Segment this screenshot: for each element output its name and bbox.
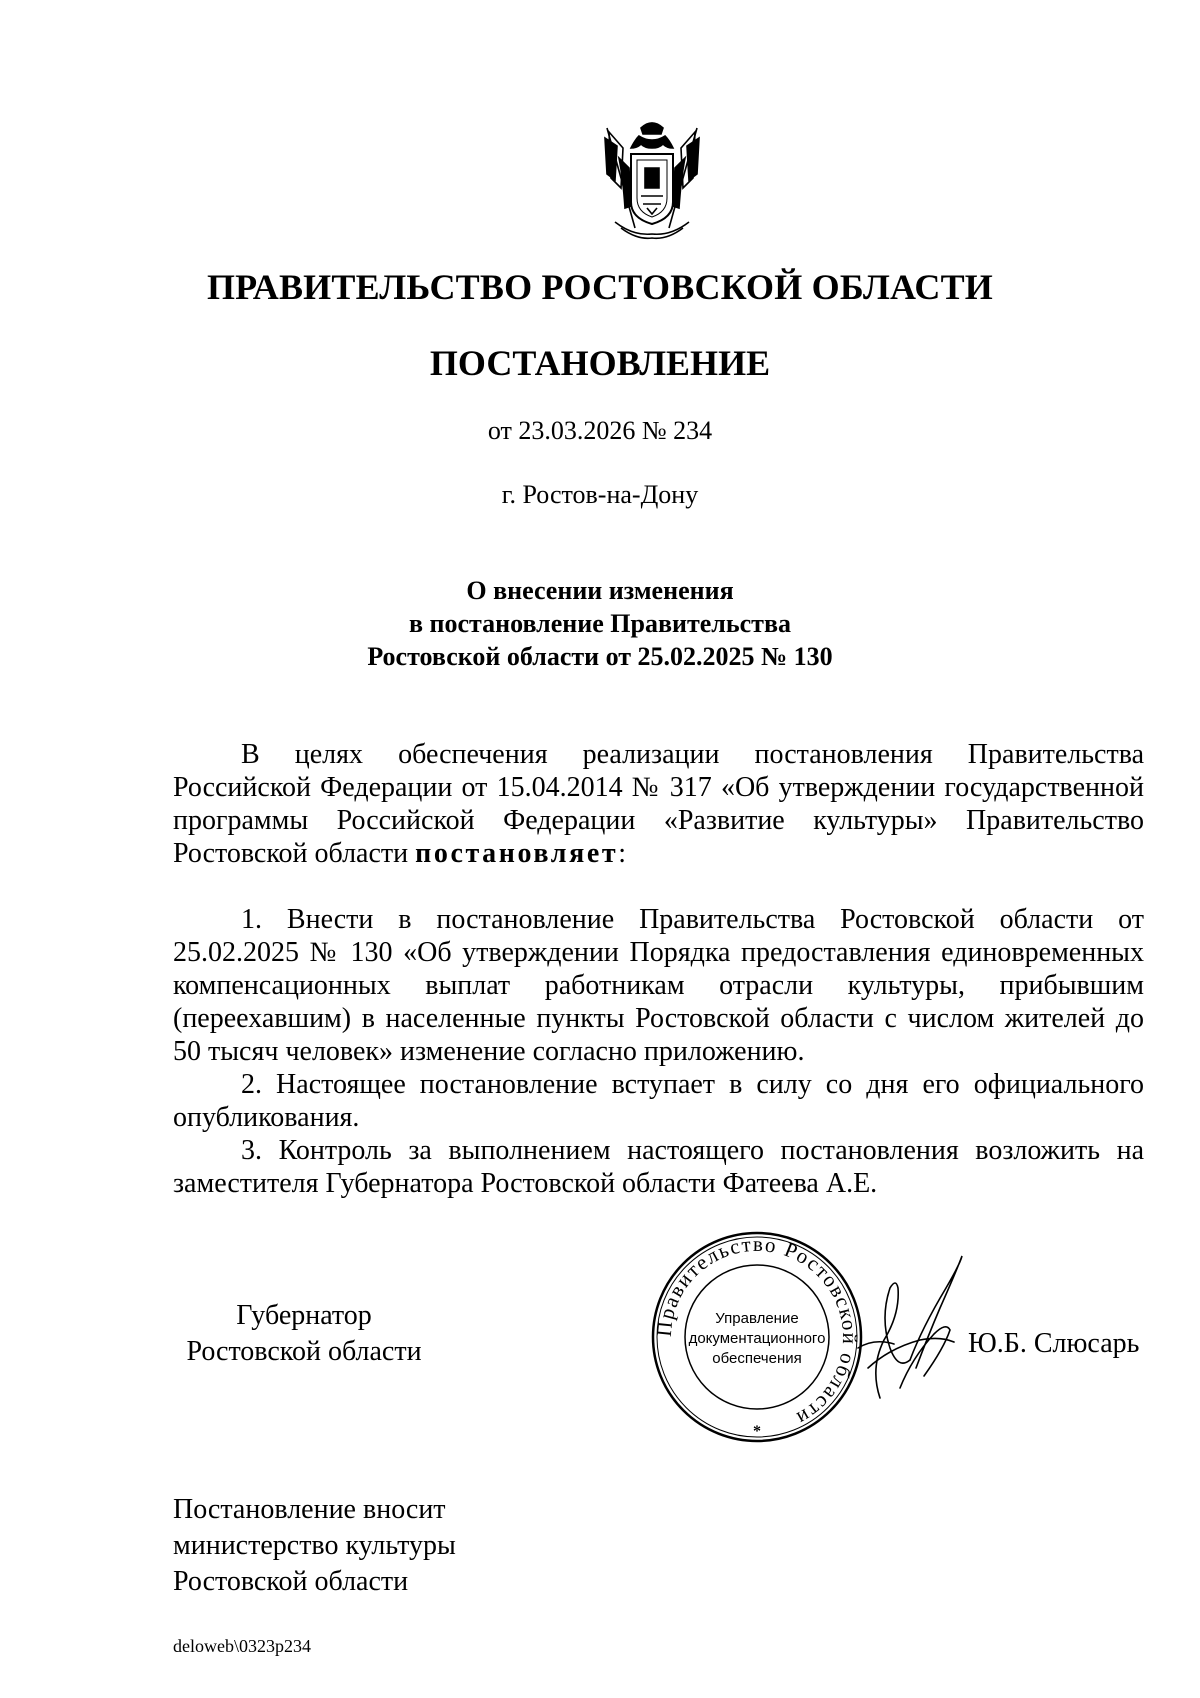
- signer-position-line: Губернатор: [236, 1300, 372, 1331]
- document-date-number: от 23.03.2026 № 234: [487, 416, 713, 445]
- preamble-colon: :: [618, 838, 626, 869]
- stamp-star: *: [753, 1423, 761, 1440]
- coat-of-arms-icon: [601, 118, 703, 240]
- official-stamp: [648, 1228, 866, 1446]
- preamble-text: В целях обеспечения реализации постановления Правительства Российской Федерации от 15.04.2014 № 317 «Об утверждении государственной программы Российской Федерации «Развитие культуры» Правительство Ростовской области: [173, 739, 1144, 869]
- document-subject: [0, 574, 1200, 673]
- submitted-line: Постановление вносит: [173, 1494, 446, 1525]
- subject-line: О внесении изменения: [466, 576, 734, 605]
- decree-item: 3. Контроль за выполнением настоящего постановления возложить на заместителя Губернатора Ростовской области Фатеева А.Е.: [173, 1135, 1144, 1199]
- decree-items: [173, 903, 1144, 1200]
- document-city: г. Ростов-на-Дону: [501, 480, 699, 509]
- document-type: ПОСТАНОВЛЕНИЕ: [429, 343, 771, 383]
- stamp-center-line: Управление: [715, 1310, 799, 1327]
- stamp-center-line: документационного: [688, 1330, 826, 1347]
- stamp-center-line: обеспечения: [712, 1350, 802, 1367]
- submitted-line: министерство культуры: [173, 1530, 456, 1561]
- signer-name: Ю.Б. Слюсарь: [968, 1328, 1140, 1359]
- decree-word: постановляет: [415, 838, 619, 869]
- organization-title: ПРАВИТЕЛЬСТВО РОСТОВСКОЙ ОБЛАСТИ: [206, 267, 994, 307]
- subject-line: в постановление Правительства: [408, 609, 791, 638]
- submitted-by-block: [173, 1492, 456, 1600]
- decree-item: 1. Внести в постановление Правительства Ростовской области от 25.02.2025 № 130 «Об утверждении Порядка предоставления единовременных компенсационных выплат работникам отрасли культуры, прибывшим (переехавшим) в населенные пункты Ростовской области с числом жителей до 50 тысяч человек» изменение согласно приложению.: [173, 904, 1144, 1067]
- submitted-line: Ростовской области: [173, 1566, 409, 1597]
- file-reference: deloweb\0323p234: [173, 1636, 311, 1656]
- preamble-paragraph: [173, 738, 1144, 870]
- subject-line: Ростовской области от 25.02.2025 № 130: [367, 642, 833, 671]
- stamp-ring-text: Правительство Ростовской области: [651, 1231, 863, 1432]
- signer-position: [177, 1298, 431, 1370]
- signer-position-line: Ростовской области: [186, 1336, 422, 1367]
- handwritten-signature: [850, 1248, 980, 1408]
- decree-item: 2. Настоящее постановление вступает в силу со дня его официального опубликования.: [173, 1069, 1144, 1133]
